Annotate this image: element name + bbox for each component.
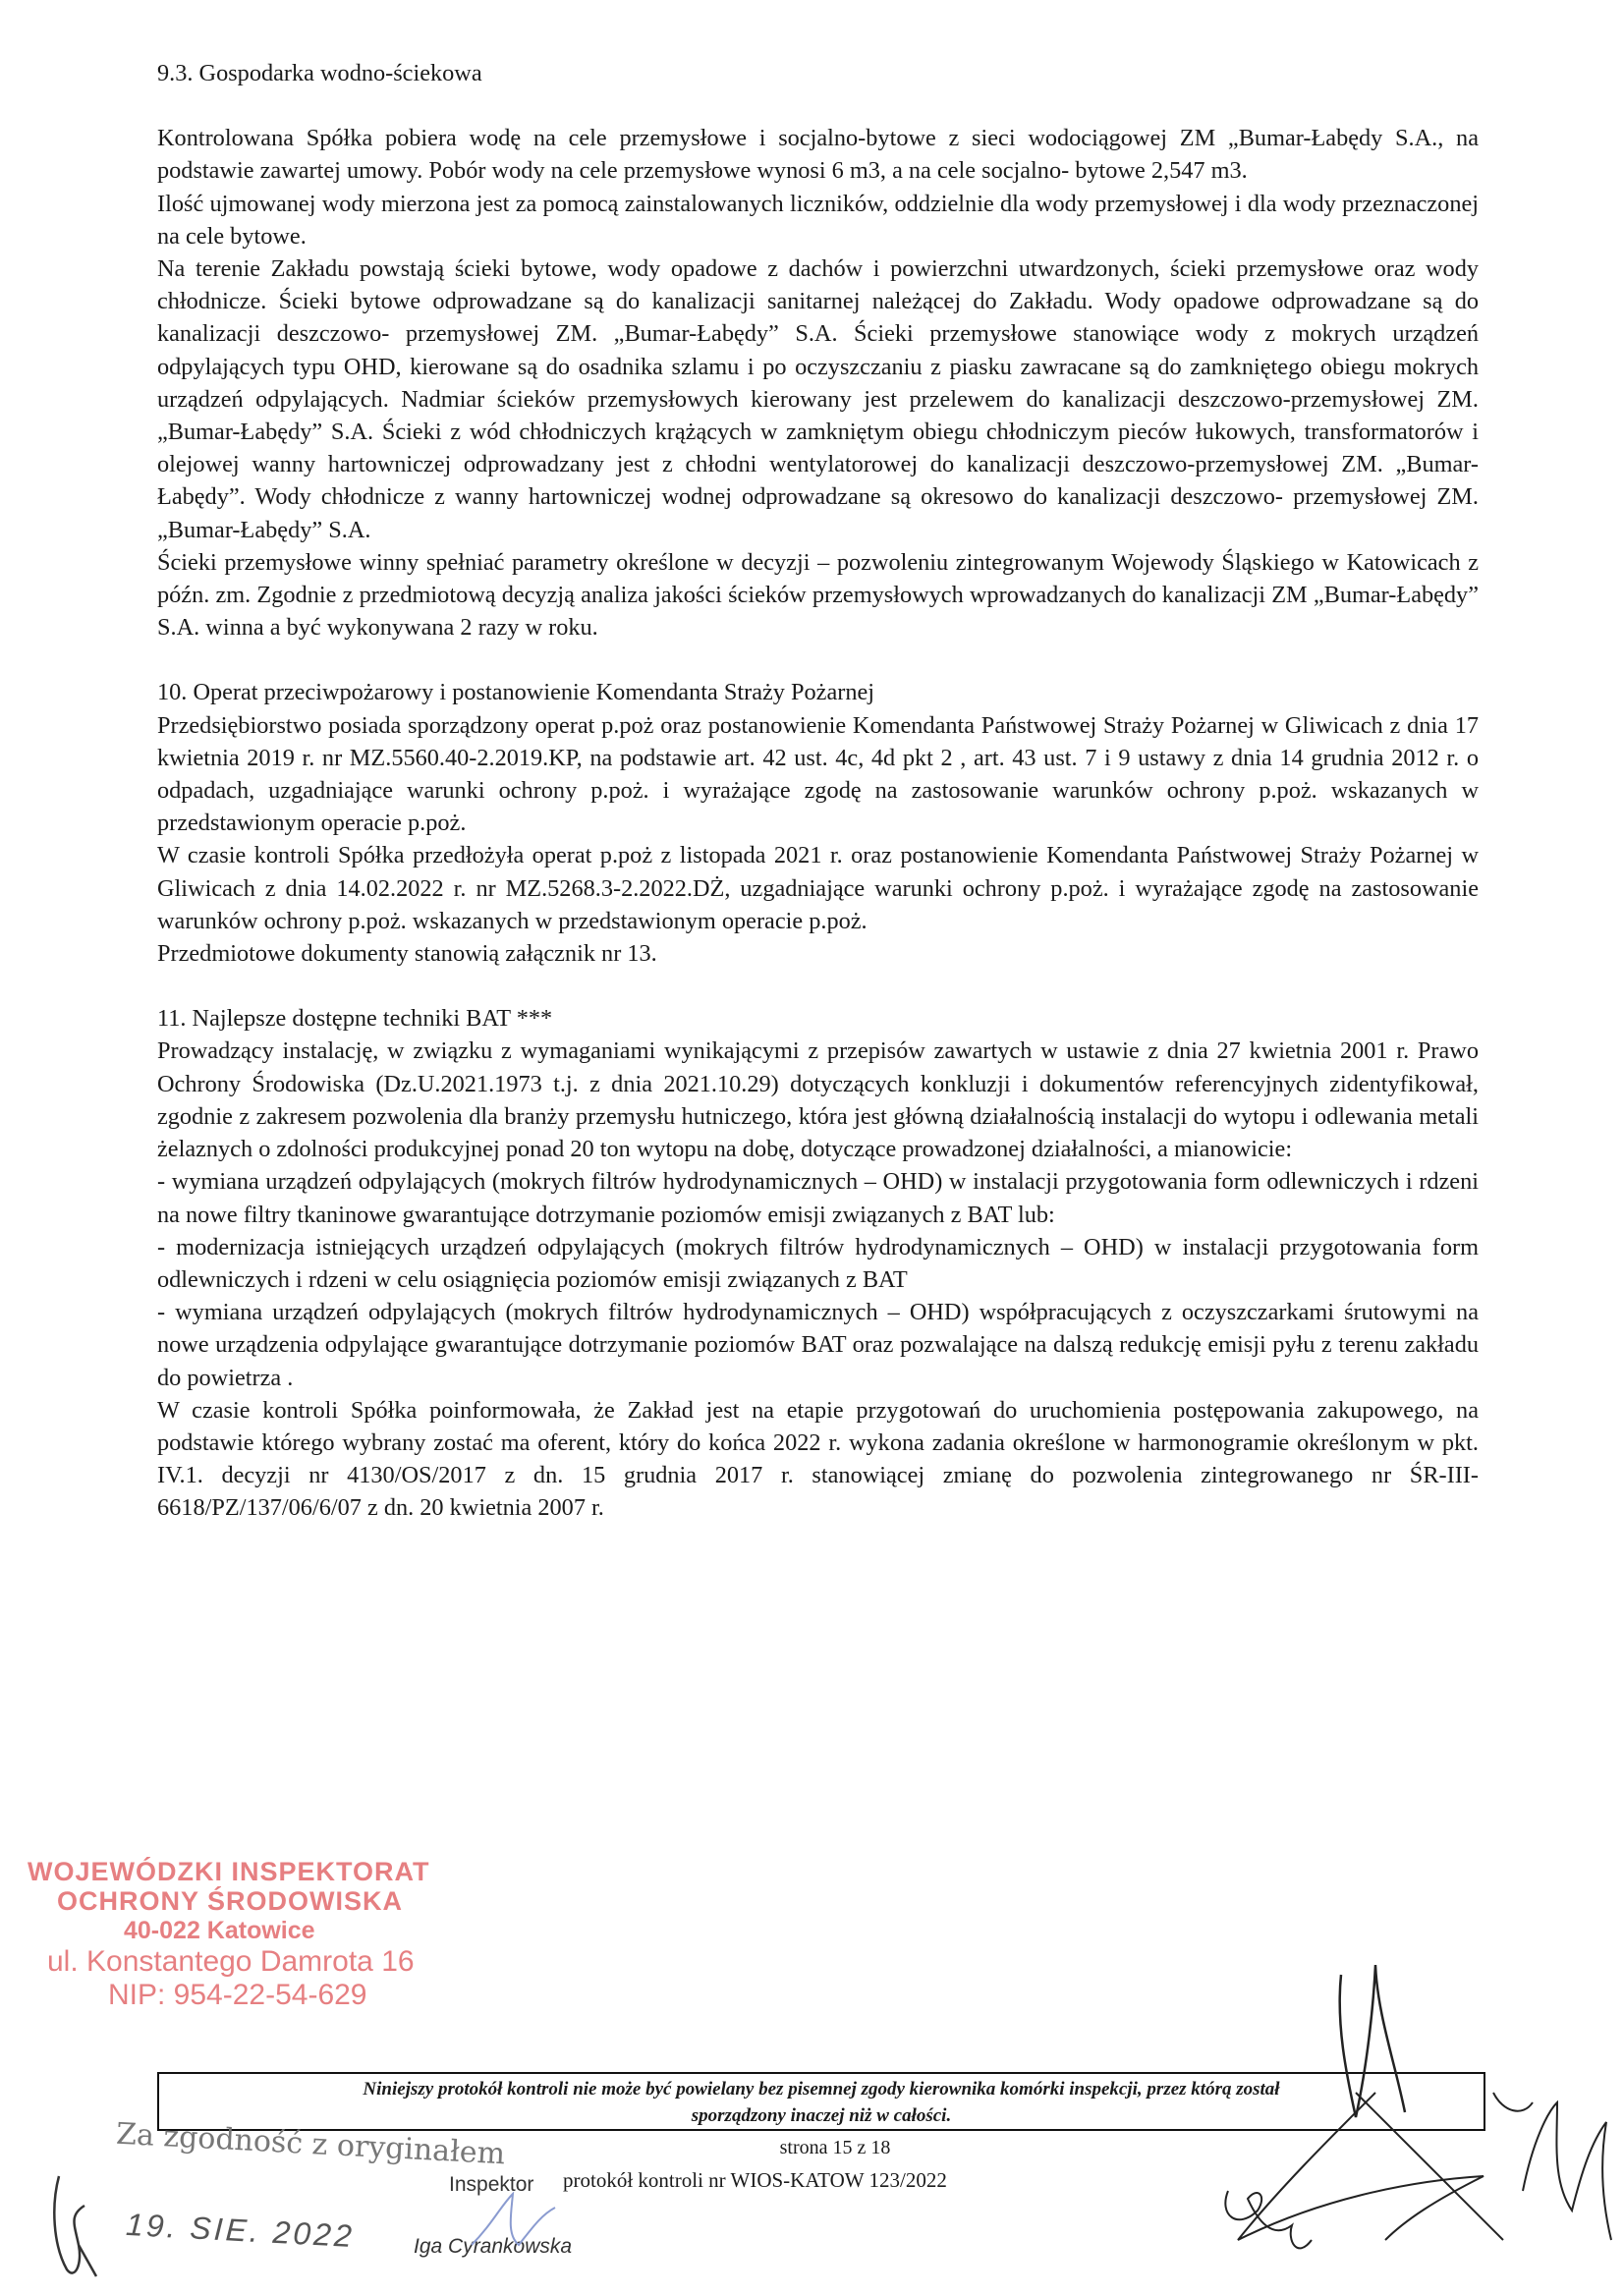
inspector-signature [462, 2186, 570, 2260]
bullet-item: - modernizacja istniejących urządzeń odpylających (mokrych filtrów hydrodynamicznych – OHD) w instalacji przygotowania form odlewniczych i rdzeni w celu osiągnięcia poziomów emisji związanych z BAT [157, 1233, 1479, 1293]
date-stamp: 19. SIE. 2022 [125, 2206, 356, 2255]
paragraph: Kontrolowana Spółka pobiera wodę na cele przemysłowe i socjalno-bytowe z sieci wodociągowej ZM „Bumar-Łabędy S.A., na podstawie zawartej umowy. Pobór wody na cele przemysłowe wynosi 6 m3, a na cele socjalno- bytowe 2,547 m3. [157, 125, 1479, 185]
stamp-line: NIP: 954-22-54-629 [108, 1979, 367, 2011]
document-body [157, 57, 1479, 1525]
paragraph: Na terenie Zakładu powstają ścieki bytowe, wody opadowe z dachów i powierzchni utwardzonych, ścieki przemysłowe oraz wody chłodnicze. Ścieki bytowe odprowadzane są do kanalizacji sanitarnej należącej do Zakładu. Wody opadowe odprowadzane są do kanalizacji deszczowo- przemysłowej ZM. „Bumar-Łabędy” S.A. Ścieki przemysłowe stanowiące wody z mokrych urządzeń odpylających typu OHD, kierowane są do osadnika szlamu i po oczyszczaniu z piasku zawracane są do zamkniętego obiegu mokrych urządzeń odpylających. Nadmiar ścieków przemysłowych kierowany jest przelewem do kanalizacji deszczowo-przemysłowej ZM. „Bumar-Łabędy” S.A. Ścieki z wód chłodniczych krążących w zamkniętym obiegu chłodniczym pieców łukowych, transformatorów i olejowej wanny hartowniczej odprowadzany jest z chłodni wentylatorowej do kanalizacji deszczowo-przemysłowej ZM. „Bumar-Łabędy”. Wody chłodnicze z wanny hartowniczej wodnej odprowadzane są okresowo do kanalizacji deszczowo- przemysłowej ZM. „Bumar-Łabędy” S.A. [157, 255, 1479, 543]
stamp-line: WOJEWÓDZKI INSPEKTORAT [28, 1857, 430, 1886]
paragraph: W czasie kontroli Spółka przedłożyła operat p.poż z listopada 2021 r. oraz postanowienie Komendanta Państwowej Straży Pożarnej w Gliwicach z dnia 14.02.2022 r. nr MZ.5268.3-2.2022.DŻ, uzgadniające warunki ochrony p.poż. i wyrażające zgodę na zastosowanie warunków ochrony p.poż. wskazanych w przedstawionym operacie p.poż. [157, 842, 1479, 934]
notice-line: Niniejszy protokół kontroli nie może być powielany bez pisemnej zgody kierownika komórki inspekcji, przez którą został [363, 2079, 1280, 2100]
stamp-line: OCHRONY ŚRODOWISKA [57, 1886, 404, 1916]
section-heading-11: 11. Najlepsze dostępne techniki BAT *** [157, 1005, 553, 1033]
bullet-item: - wymiana urządzeń odpylających (mokrych filtrów hydrodynamicznych – OHD) współpracujących z oczyszczarkami śrutowymi na nowe urządzenia odpylające gwarantujące dotrzymanie poziomów BAT oraz pozwalające na dalszą redukcję emisji pyłu z terenu zakładu do powietrza . [157, 1299, 1479, 1391]
paragraph: Prowadzący instalację, w związku z wymaganiami wynikającymi z przepisów zawartych w ustawie z dnia 27 kwietnia 2001 r. Prawo Ochrony Środowiska (Dz.U.2021.1973 t.j. z dnia 2021.10.29) dotyczących konkluzji i dokumentów referencyjnych zidentyfikował, zgodnie z zakresem pozwolenia dla branży przemysłu hutniczego, która jest główną działalnością instalacji do wytopu i odlewania metali żelaznych o zdolności produkcyjnej ponad 20 ton wytopu na dobę, dotyczące prowadzonej działalności, a mianowicie: [157, 1037, 1479, 1163]
bullet-item: - wymiana urządzeń odpylających (mokrych filtrów hydrodynamicznych – OHD) w instalacji przygotowania form odlewniczych i rdzeni na nowe filtry tkaninowe gwarantujące dotrzymanie poziomów emisji związanych z BAT lub: [157, 1168, 1479, 1228]
inspector-label: Inspektor [449, 2173, 534, 2196]
page-number: strona 15 z 18 [779, 2137, 891, 2158]
signature-large [1110, 1945, 1621, 2289]
paragraph: Ścieki przemysłowe winny spełniać parametry określone w decyzji – pozwoleniu zintegrowanym Wojewody Śląskiego w Katowicach z późn. zm. Zgodnie z przedmiotową decyzją analiza jakości ścieków przemysłowych wprowadzanych do kanalizacji ZM „Bumar-Łabędy” S.A. winna a być wykonywana 2 razy w roku. [157, 548, 1479, 642]
paragraph: Przedsiębiorstwo posiada sporządzony operat p.poż oraz postanowienie Komendanta Państwowej Straży Pożarnej w Gliwicach z dnia 17 kwietnia 2019 r. nr MZ.5560.40-2.2019.KP, na podstawie art. 42 ust. 4c, 4d pkt 2 , art. 43 ust. 7 i 9 ustawy z dnia 14 grudnia 2012 r. o odpadach, uzgadniające warunki ochrony p.poż. i wyrażające zgodę na zastosowanie warunków ochrony p.poż. wskazanych w przedstawionym operacie p.poż. [157, 711, 1479, 837]
section-heading-9-3: 9.3. Gospodarka wodno-ściekowa [157, 60, 482, 86]
section-heading-10: 10. Operat przeciwpożarowy i postanowienie Komendanta Straży Pożarnej [157, 679, 874, 706]
notice-line: sporządzony inaczej niż w całości. [691, 2105, 952, 2126]
inspector-name: Iga Cyrankowska [414, 2235, 573, 2258]
institution-stamp [28, 1857, 450, 2012]
stamp-line: 40-022 Katowice [124, 1917, 315, 1944]
certified-copy-stamp: Za zgodność z oryginałem [115, 2116, 506, 2172]
margin-signature [39, 2166, 118, 2284]
protocol-number: protokół kontroli nr WIOS-KATOW 123/2022 [563, 2168, 947, 2192]
paragraph: Ilość ujmowanej wody mierzona jest za pomocą zainstalowanych liczników, oddzielnie dla wody przemysłowej i dla wody przeznaczonej na cele bytowe. [157, 190, 1479, 250]
paragraph: Przedmiotowe dokumenty stanowią załącznik nr 13. [157, 940, 657, 968]
paragraph: W czasie kontroli Spółka poinformowała, że Zakład jest na etapie przygotowań do uruchomienia postępowania zakupowego, na podstawie którego wybrany zostać ma oferent, który do końca 2022 r. wykona zadania określone w harmonogramie określonym w pkt. IV.1. decyzji nr 4130/OS/2017 z dn. 15 grudnia 2017 r. stanowiącej zmianę do pozwolenia zintegrowanego nr ŚR-III-6618/PZ/137/06/6/07 z dn. 20 kwietnia 2007 r. [157, 1396, 1479, 1522]
stamp-line: ul. Konstantego Damrota 16 [47, 1945, 415, 1978]
